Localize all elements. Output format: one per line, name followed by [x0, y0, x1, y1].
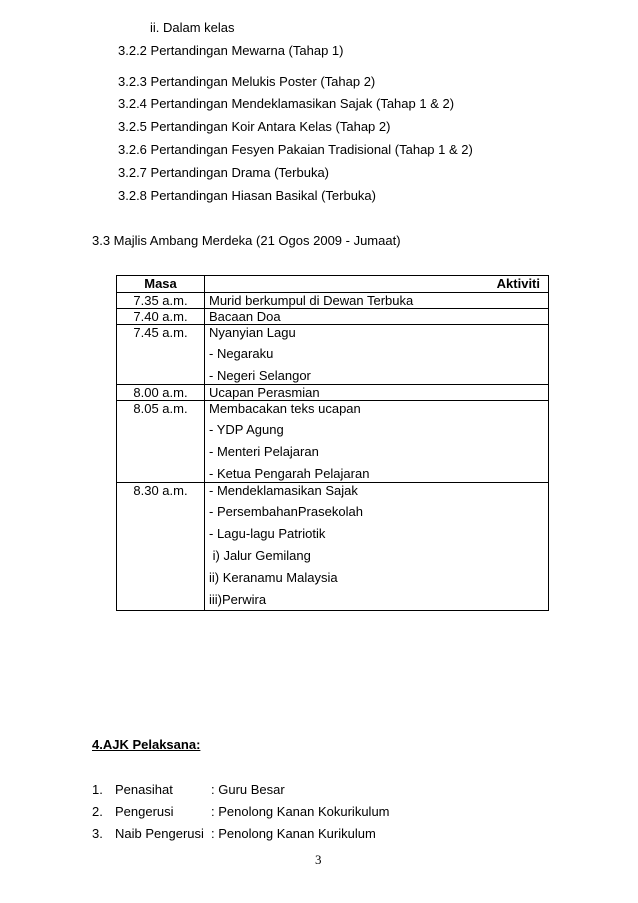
activity-line: - Mendeklamasikan Sajak	[209, 483, 358, 498]
activity-line: - Negaraku	[209, 346, 274, 361]
time-cell: 7.35 a.m.	[117, 293, 205, 309]
time-cell: 7.40 a.m.	[117, 309, 205, 325]
activity-line: - Negeri Selangor	[209, 368, 311, 383]
activity-cell: Ucapan Perasmian	[205, 385, 549, 401]
list-item-3-2-2: 3.2.2 Pertandingan Mewarna (Tahap 1)	[118, 43, 344, 58]
activity-line: ii) Keranamu Malaysia	[209, 570, 338, 585]
committee-role: Naib Pengerusi	[115, 826, 204, 841]
activity-cell	[205, 325, 549, 385]
section-heading-majlis-ambang-merdeka: 3.3 Majlis Ambang Merdeka (21 Ogos 2009 - Jumaat)	[92, 233, 401, 248]
activity-cell: Murid berkumpul di Dewan Terbuka	[205, 293, 549, 309]
activity-line: - Menteri Pelajaran	[209, 444, 319, 459]
committee-name: : Penolong Kanan Kurikulum	[211, 826, 376, 841]
committee-number: 1.	[92, 782, 103, 797]
time-cell: 8.00 a.m.	[117, 385, 205, 401]
committee-number: 3.	[92, 826, 103, 841]
table-row	[117, 401, 549, 483]
activity-cell: Bacaan Doa	[205, 309, 549, 325]
time-cell	[117, 483, 205, 611]
schedule-table	[116, 275, 549, 611]
activity-line: - Lagu-lagu Patriotik	[209, 526, 326, 541]
time-text: 8.05 a.m.	[133, 401, 188, 416]
activity-line: i) Jalur Gemilang	[209, 548, 311, 563]
activity-line: - Ketua Pengarah Pelajaran	[209, 466, 370, 481]
time-text: 7.45 a.m.	[133, 325, 188, 340]
activity-line: iii)Perwira	[209, 592, 267, 607]
section-heading-ajk-pelaksana: 4.AJK Pelaksana:	[92, 737, 201, 752]
list-item-dalam-kelas: ii. Dalam kelas	[150, 20, 235, 35]
list-item-3-2-5: 3.2.5 Pertandingan Koir Antara Kelas (Tahap 2)	[118, 119, 391, 134]
time-text: 8.30 a.m.	[133, 483, 188, 498]
table-row	[117, 385, 549, 401]
committee-name: : Guru Besar	[211, 782, 285, 797]
list-item-3-2-6: 3.2.6 Pertandingan Fesyen Pakaian Tradisional (Tahap 1 & 2)	[118, 142, 473, 157]
committee-number: 2.	[92, 804, 103, 819]
committee-name: : Penolong Kanan Kokurikulum	[211, 804, 390, 819]
table-header-row	[117, 276, 549, 293]
list-item-3-2-7: 3.2.7 Pertandingan Drama (Terbuka)	[118, 165, 330, 180]
table-row	[117, 309, 549, 325]
table-row	[117, 325, 549, 385]
activity-cell	[205, 483, 549, 611]
column-header-aktiviti: Aktiviti	[205, 276, 549, 293]
table-row	[117, 293, 549, 309]
time-cell	[117, 325, 205, 385]
time-cell	[117, 401, 205, 483]
activity-line: Membacakan teks ucapan	[209, 401, 361, 416]
committee-role: Penasihat	[115, 782, 173, 797]
activity-cell	[205, 401, 549, 483]
activity-line: - PersembahanPrasekolah	[209, 504, 363, 519]
list-item-3-2-4: 3.2.4 Pertandingan Mendeklamasikan Sajak (Tahap 1 & 2)	[118, 96, 455, 111]
page-number: 3	[315, 852, 322, 867]
activity-line: Nyanyian Lagu	[209, 325, 296, 340]
column-header-masa: Masa	[117, 276, 205, 293]
table-row	[117, 483, 549, 611]
committee-role: Pengerusi	[115, 804, 174, 819]
list-item-3-2-8: 3.2.8 Pertandingan Hiasan Basikal (Terbuka)	[118, 188, 376, 203]
activity-line: - YDP Agung	[209, 422, 284, 437]
list-item-3-2-3: 3.2.3 Pertandingan Melukis Poster (Tahap 2)	[118, 74, 376, 89]
